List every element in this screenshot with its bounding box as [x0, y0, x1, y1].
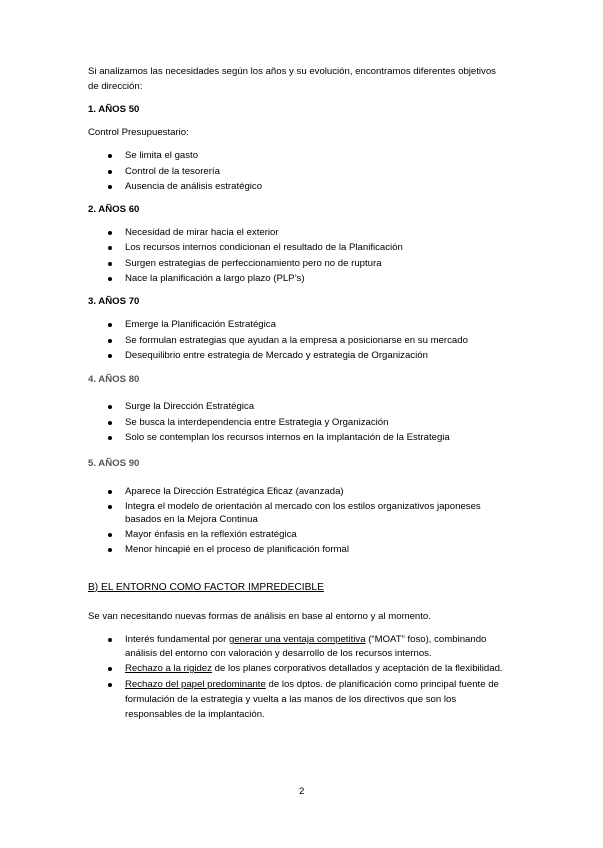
bullet-icon: [108, 533, 112, 537]
list-item: Nace la planificación a largo plazo (PLP’s): [125, 273, 305, 284]
bullet-icon: [108, 667, 112, 671]
bullet-icon: [108, 170, 112, 174]
list-item: Control de la tesorería: [125, 166, 220, 177]
list-item: [125, 632, 486, 647]
page-number: 2: [299, 786, 305, 797]
list-item: Se busca la interdependencia entre Estrategia y Organización: [125, 417, 389, 428]
section-title-1: 1. AÑOS 50: [88, 104, 140, 115]
bullet-icon: [108, 154, 112, 158]
list-item: Solo se contemplan los recursos internos en la implantación de la Estrategia: [125, 432, 450, 443]
text-run: (“MOAT” foso), combinando: [365, 634, 487, 645]
list-item: Se formulan estrategias que ayudan a la empresa a posicionarse en su mercado: [125, 335, 468, 346]
bullet-icon: [108, 323, 112, 327]
list-item-continuation: formulación de la estrategia y vuelta a las manos de los directivos que son los: [125, 694, 457, 705]
section-title-4: 4. AÑOS 80: [88, 374, 140, 385]
bullet-icon: [108, 683, 112, 687]
bullet-icon: [108, 354, 112, 358]
bullet-icon: [108, 421, 112, 425]
list-item: Se limita el gasto: [125, 150, 199, 161]
list-item: Necesidad de mirar hacia el exterior: [125, 227, 279, 238]
underlined-phrase: Rechazo a la rigidez: [125, 663, 212, 674]
bullet-icon: [108, 548, 112, 552]
list-item: Menor hincapié en el proceso de planificación formal: [125, 544, 349, 555]
list-item: Aparece la Dirección Estratégica Eficaz (avanzada): [125, 486, 344, 497]
bullet-icon: [108, 505, 112, 509]
bullet-icon: [108, 638, 112, 642]
bullet-icon: [108, 246, 112, 250]
intro-line-2: de dirección:: [88, 81, 143, 92]
list-item: Mayor énfasis en la reflexión estratégica: [125, 529, 297, 540]
section-title-3: 3. AÑOS 70: [88, 296, 140, 307]
list-item: [125, 661, 503, 676]
list-item-continuation: basados en la Mejora Continua: [125, 514, 258, 525]
bullet-icon: [108, 490, 112, 494]
bullet-icon: [108, 262, 112, 266]
underlined-phrase: generar una ventaja competitiva: [229, 634, 366, 645]
list-item-continuation: responsables de la implantación.: [125, 709, 265, 720]
bullet-icon: [108, 405, 112, 409]
underlined-phrase: Rechazo del papel predominante: [125, 679, 266, 690]
bullet-icon: [108, 185, 112, 189]
bullet-icon: [108, 436, 112, 440]
text-run: de los dptos. de planificación como principal fuente de: [265, 679, 499, 690]
list-item: Integra el modelo de orientación al mercado con los estilos organizativos japoneses: [125, 501, 481, 512]
section-b-heading: B) EL ENTORNO COMO FACTOR IMPREDECIBLE: [88, 582, 324, 593]
text-run: de los planes corporativos detallados y aceptación de la flexibilidad.: [211, 663, 503, 674]
list-item: Los recursos internos condicionan el resultado de la Planificación: [125, 242, 403, 253]
section-title-2: 2. AÑOS 60: [88, 204, 140, 215]
text-run: Interés fundamental por: [125, 634, 229, 645]
section-b-intro: Se van necesitando nuevas formas de análisis en base al entorno y al momento.: [88, 611, 431, 622]
bullet-icon: [108, 339, 112, 343]
intro-line-1: Si analizamos las necesidades según los años y su evolución, encontramos diferentes objetivos: [88, 66, 496, 77]
list-item: Surge la Dirección Estratégica: [125, 401, 255, 412]
list-item: [125, 677, 499, 692]
section-title-5: 5. AÑOS 90: [88, 458, 140, 469]
list-item: Ausencia de análisis estratégico: [125, 181, 263, 192]
list-item-continuation: análisis del entorno con valoración y desarrollo de los recursos internos.: [125, 648, 432, 659]
list-item: Emerge la Planificación Estratégica: [125, 319, 276, 330]
bullet-icon: [108, 277, 112, 281]
section-1-subtitle: Control Presupuestario:: [88, 127, 189, 138]
bullet-icon: [108, 231, 112, 235]
list-item: Surgen estrategias de perfeccionamiento pero no de ruptura: [125, 258, 382, 269]
list-item: Desequilibrio entre estrategia de Mercado y estrategia de Organización: [125, 350, 428, 361]
